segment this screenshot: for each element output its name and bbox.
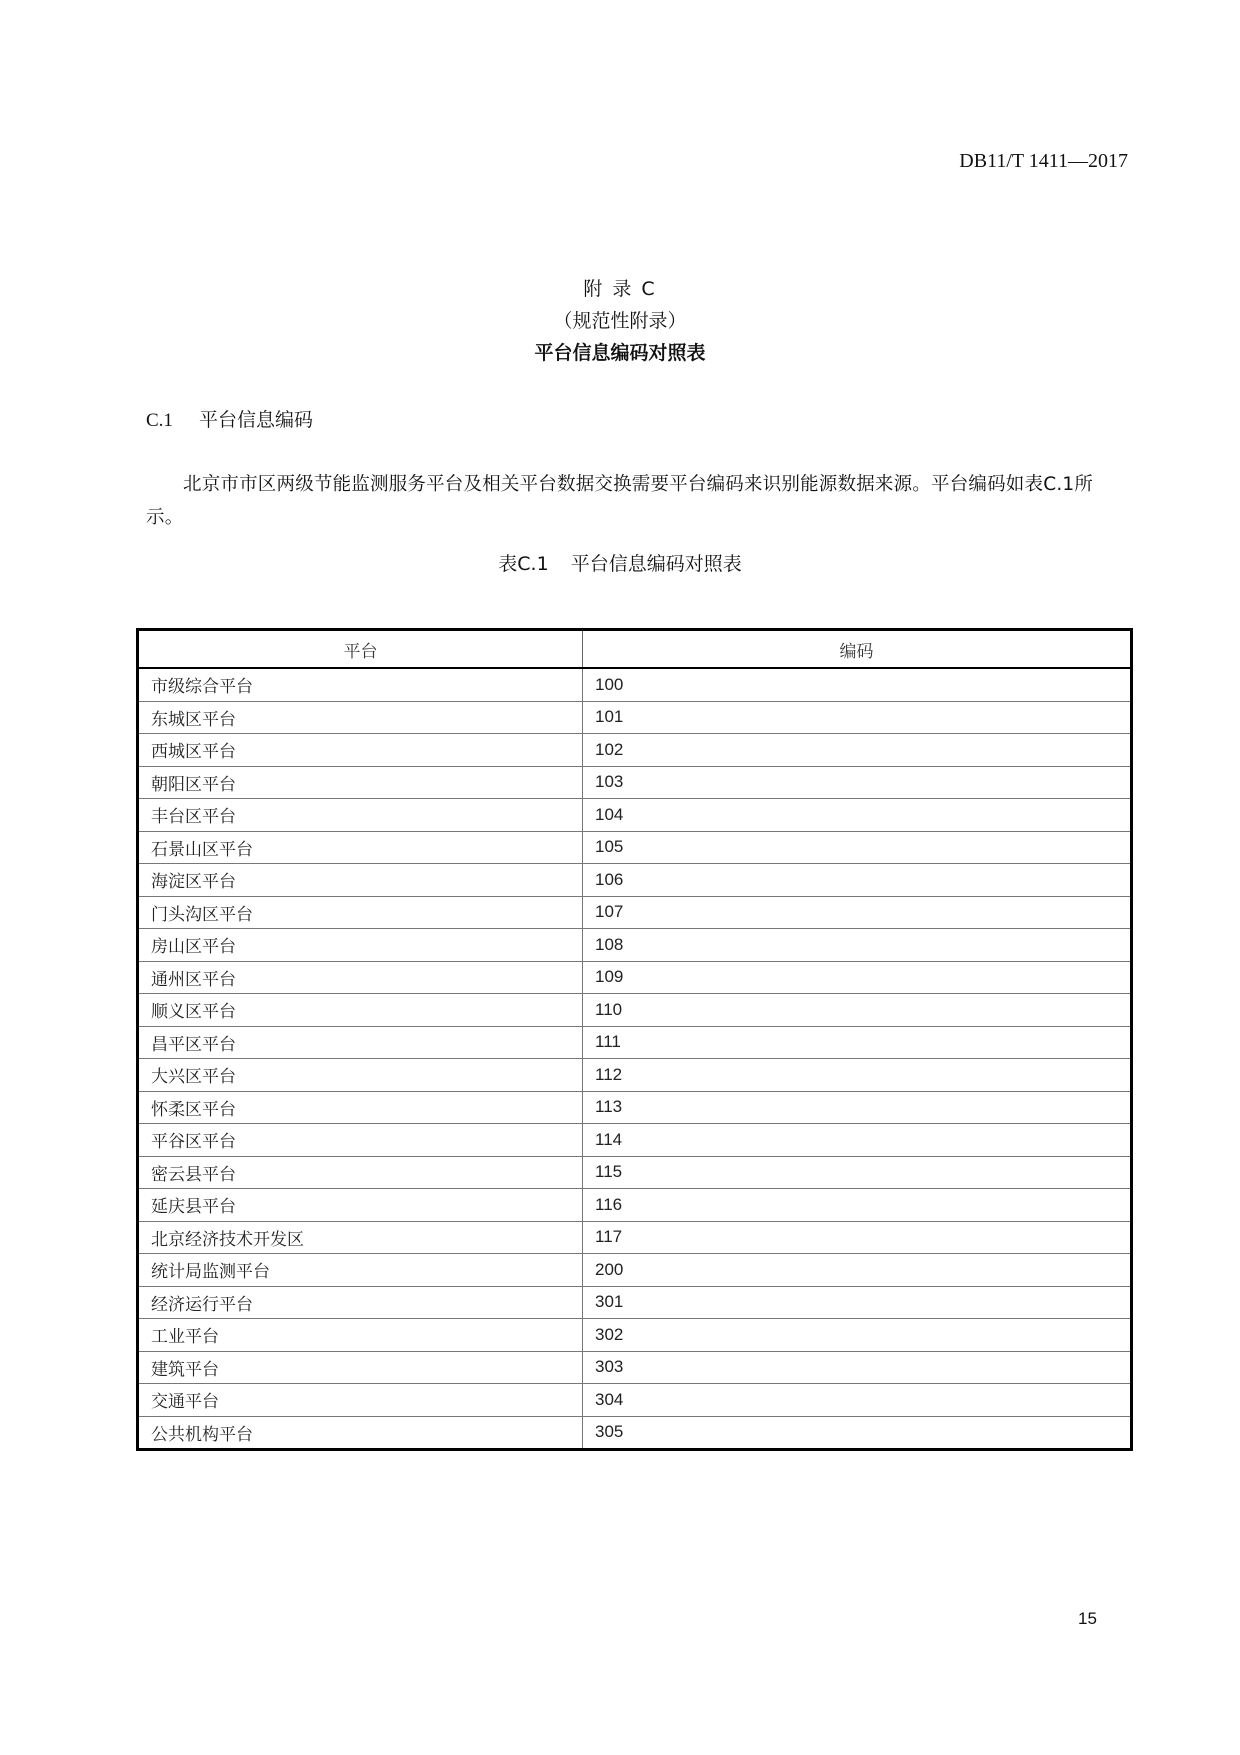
table-row [138, 1416, 1132, 1450]
code-cell: 301 [583, 1286, 1132, 1319]
code-cell: 104 [583, 799, 1132, 832]
code-cell: 102 [583, 734, 1132, 767]
code-cell: 200 [583, 1254, 1132, 1287]
table-caption-number: 表C.1 [498, 553, 549, 575]
code-cell: 115 [583, 1156, 1132, 1189]
platform-cell: 北京经济技术开发区 [138, 1221, 583, 1254]
table-header-row [138, 630, 1132, 669]
table-row [138, 1059, 1132, 1092]
code-cell: 117 [583, 1221, 1132, 1254]
platform-cell: 房山区平台 [138, 929, 583, 962]
table-row [138, 1026, 1132, 1059]
code-cell: 103 [583, 766, 1132, 799]
code-cell: 304 [583, 1384, 1132, 1417]
page-number: 15 [1078, 1609, 1097, 1628]
table-row [138, 668, 1132, 701]
platform-cell: 怀柔区平台 [138, 1091, 583, 1124]
code-cell: 110 [583, 994, 1132, 1027]
platform-cell: 顺义区平台 [138, 994, 583, 1027]
platform-cell: 丰台区平台 [138, 799, 583, 832]
table-row [138, 994, 1132, 1027]
platform-cell: 西城区平台 [138, 734, 583, 767]
appendix-name: 平台信息编码对照表 [534, 342, 706, 364]
section-heading [146, 405, 313, 432]
table-row [138, 929, 1132, 962]
table-row [138, 961, 1132, 994]
appendix-subtitle: （规范性附录） [553, 310, 687, 332]
table-row [138, 1091, 1132, 1124]
table-row [138, 701, 1132, 734]
table-row [138, 1286, 1132, 1319]
platform-cell: 海淀区平台 [138, 864, 583, 897]
code-cell: 111 [583, 1026, 1132, 1059]
table-row [138, 734, 1132, 767]
code-cell: 302 [583, 1319, 1132, 1352]
platform-cell: 密云县平台 [138, 1156, 583, 1189]
column-header-code: 编码 [583, 630, 1132, 669]
platform-cell: 交通平台 [138, 1384, 583, 1417]
platform-cell: 昌平区平台 [138, 1026, 583, 1059]
code-cell: 101 [583, 701, 1132, 734]
platform-cell: 朝阳区平台 [138, 766, 583, 799]
table-row [138, 896, 1132, 929]
column-header-platform: 平台 [138, 630, 583, 669]
code-cell: 114 [583, 1124, 1132, 1157]
document-code: DB11/T 1411—2017 [959, 150, 1128, 172]
code-cell: 116 [583, 1189, 1132, 1222]
platform-cell: 延庆县平台 [138, 1189, 583, 1222]
table-row [138, 1156, 1132, 1189]
code-cell: 303 [583, 1351, 1132, 1384]
platform-cell: 统计局监测平台 [138, 1254, 583, 1287]
table-row [138, 864, 1132, 897]
platform-cell: 大兴区平台 [138, 1059, 583, 1092]
platform-cell: 工业平台 [138, 1319, 583, 1352]
platform-code-table [136, 628, 1133, 1451]
appendix-title: 附 录 C [583, 278, 657, 300]
table-row [138, 1124, 1132, 1157]
code-cell: 109 [583, 961, 1132, 994]
platform-cell: 石景山区平台 [138, 831, 583, 864]
table-row [138, 766, 1132, 799]
code-cell: 112 [583, 1059, 1132, 1092]
table-row [138, 1221, 1132, 1254]
section-title: 平台信息编码 [198, 409, 313, 431]
table-row [138, 831, 1132, 864]
table-row [138, 1384, 1132, 1417]
table-row [138, 1351, 1132, 1384]
platform-cell: 建筑平台 [138, 1351, 583, 1384]
code-cell: 106 [583, 864, 1132, 897]
platform-cell: 通州区平台 [138, 961, 583, 994]
code-cell: 305 [583, 1416, 1132, 1450]
code-cell: 105 [583, 831, 1132, 864]
section-number: C.1 [146, 410, 173, 431]
code-cell: 108 [583, 929, 1132, 962]
body-paragraph: 北京市市区两级节能监测服务平台及相关平台数据交换需要平台编码来识别能源数据来源。平台编码如表C.1所示。 [146, 474, 1094, 528]
platform-cell: 公共机构平台 [138, 1416, 583, 1450]
code-cell: 113 [583, 1091, 1132, 1124]
table-row [138, 1319, 1132, 1352]
code-cell: 107 [583, 896, 1132, 929]
table-caption-title: 平台信息编码对照表 [570, 553, 742, 575]
platform-cell: 经济运行平台 [138, 1286, 583, 1319]
table-row [138, 1254, 1132, 1287]
table-caption [0, 549, 1240, 576]
table-row [138, 799, 1132, 832]
platform-cell: 门头沟区平台 [138, 896, 583, 929]
platform-cell: 市级综合平台 [138, 668, 583, 701]
platform-cell: 东城区平台 [138, 701, 583, 734]
table-row [138, 1189, 1132, 1222]
code-cell: 100 [583, 668, 1132, 701]
platform-cell: 平谷区平台 [138, 1124, 583, 1157]
